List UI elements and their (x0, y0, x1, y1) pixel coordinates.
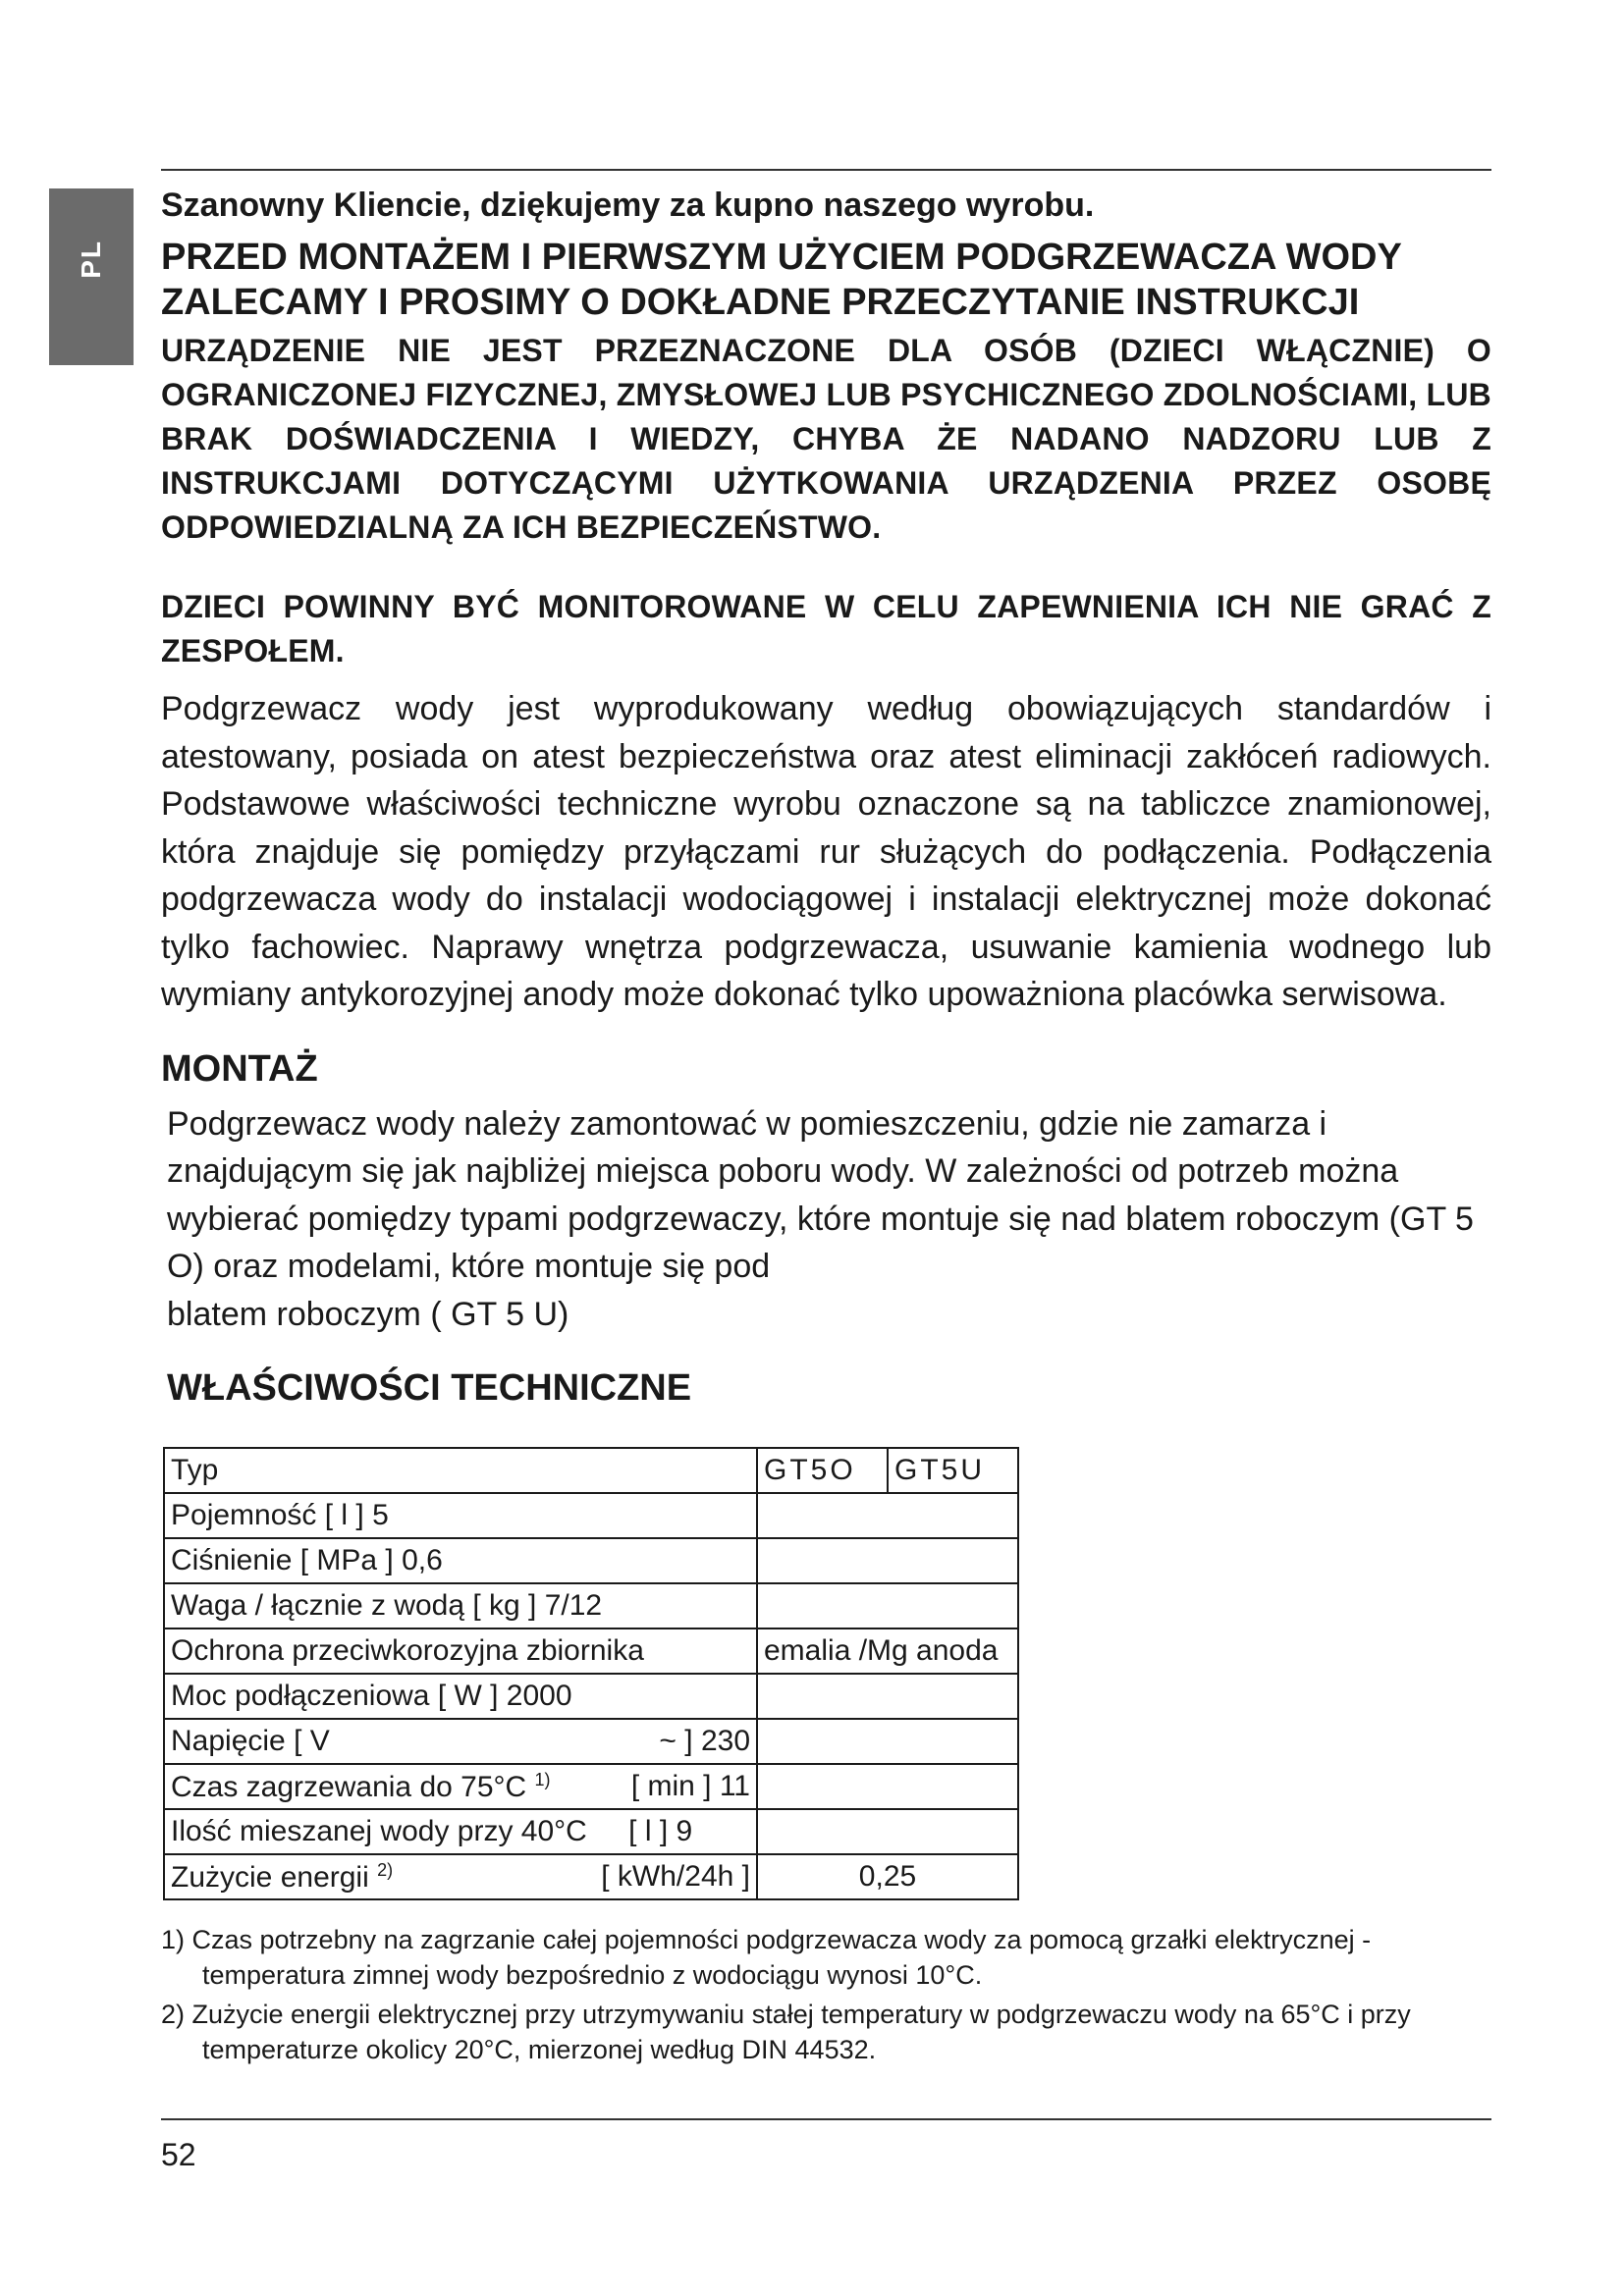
spec-value (757, 1583, 1018, 1629)
spec-label: Ilość mieszanej wody przy 40°C (171, 1815, 587, 1847)
footnote-ref: 2) (377, 1859, 394, 1880)
page-number: 52 (161, 2137, 196, 2172)
bottom-rule (161, 2118, 1491, 2120)
spec-unit: ~ ] 230 (659, 1725, 750, 1757)
spec-value (757, 1719, 1018, 1764)
spec-label: Ciśnienie [ MPa ] 0,6 (164, 1538, 757, 1583)
spec-table (163, 1447, 1019, 1900)
spec-value: 0,25 (757, 1854, 1018, 1899)
spec-label-cell (164, 1854, 757, 1899)
safety-notice: URZĄDZENIE NIE JEST PRZEZNACZONE DLA OSÓB (DZIECI WŁĄCZNIE) O OGRANICZONEJ FIZYCZNEJ, ZMYSŁOWEJ LUB PSYCHICZNEGO ZDOLNOŚCIAMI, LUB BRAK DOŚWIADCZENIA I WIEDZY, CHYBA ŻE NADANO NADZORU LUB Z INSTRUKCJAMI DOTYCZĄCYMI UŻYTKOWANIA URZĄDZENIA PRZEZ OSOBĘ ODPOWIEDZIALNĄ ZA ICH BEZPIECZEŃSTWO. (161, 333, 1491, 545)
children-notice: DZIECI POWINNY BYĆ MONITOROWANE W CELU ZAPEWNIENIA ICH NIE GRAĆ Z ZESPOŁEM. (161, 589, 1491, 668)
warning-title: PRZED MONTAŻEM I PIERWSZYM UŻYCIEM PODGRZEWACZA WODY ZALECAMY I PROSIMY O DOKŁADNE PRZECZYTANIE INSTRUKCJI (161, 237, 1402, 323)
spec-value (757, 1493, 1018, 1538)
spec-header-model-1: GT5O (757, 1448, 888, 1493)
top-rule (161, 169, 1491, 171)
spec-unit: [ l ] 9 (628, 1815, 693, 1847)
spec-row (164, 1719, 1018, 1764)
page-content (161, 187, 1491, 2071)
intro-paragraph: Podgrzewacz wody jest wyprodukowany według obowiązujących standardów i atestowany, posiada on atest bezpieczeństwa oraz atest eliminacji zakłóceń radiowych. Podstawowe właściwości techniczne wyrobu oznaczone są na tabliczce znamionowej, która znajduje się pomiędzy przyłączami rur służących do podłączenia. Podłączenia podgrzewacza wody do instalacji wodociągowej i instalacji elektrycznej może dokonać tylko fachowiec. Naprawy wnętrza podgrzewacza, usuwanie kamienia wodnego lub wymiany antykorozyjnej anody może dokonać tylko upoważniona placówka serwisowa. (161, 690, 1491, 1013)
spec-value (757, 1809, 1018, 1854)
spec-row (164, 1764, 1018, 1809)
montaz-heading: MONTAŻ (161, 1047, 318, 1090)
spec-label: Pojemność [ l ] 5 (164, 1493, 757, 1538)
spec-label-cell (164, 1764, 757, 1809)
spec-label: Napięcie [ V (171, 1725, 330, 1757)
spec-header-label: Typ (164, 1448, 757, 1493)
footnote: 2) Zużycie energii elektrycznej przy utrzymywaniu stałej temperatury w podgrzewaczu wody na 65°C i przy temperaturze okolicy 20°C, mierzonej według DIN 44532. (161, 2000, 1411, 2064)
language-tab (49, 188, 134, 365)
montaz-paragraph (161, 1100, 1491, 1339)
spec-row (164, 1583, 1018, 1629)
spec-value (757, 1538, 1018, 1583)
footnote-ref: 1) (534, 1769, 551, 1789)
footnotes (161, 1922, 1491, 2067)
spec-label: Waga / łącznie z wodą [ kg ] 7/12 (164, 1583, 757, 1629)
footnote: 1) Czas potrzebny na zagrzanie całej pojemności podgrzewacza wody za pomocą grzałki elektrycznej - temperatura zimnej wody bezpośrednio z wodociągu wynosi 10°C. (161, 1925, 1372, 1990)
spec-label: Moc podłączeniowa [ W ] 2000 (164, 1674, 757, 1719)
montaz-text-end: blatem roboczym ( GT 5 U) (167, 1295, 569, 1333)
spec-header-row (164, 1448, 1018, 1493)
language-tab-label: PL (76, 240, 106, 279)
spec-label-cell (164, 1719, 757, 1764)
spec-label-cell (164, 1809, 757, 1854)
spec-label: Zużycie energii (171, 1860, 369, 1894)
spec-row (164, 1854, 1018, 1899)
spec-row (164, 1809, 1018, 1854)
spec-row (164, 1493, 1018, 1538)
spec-row (164, 1629, 1018, 1674)
spec-header-model-2: GT5U (888, 1448, 1018, 1493)
spec-unit: [ kWh/24h ] (601, 1859, 750, 1893)
spec-value (757, 1764, 1018, 1809)
spec-label: Ochrona przeciwkorozyjna zbiornika (164, 1629, 757, 1674)
spec-row (164, 1538, 1018, 1583)
spec-label: Czas zagrzewania do 75°C (171, 1770, 527, 1803)
spec-value (757, 1674, 1018, 1719)
spec-unit: [ min ] 11 (630, 1769, 750, 1802)
greeting: Szanowny Kliencie, dziękujemy za kupno naszego wyrobu. (161, 187, 1095, 224)
tech-heading: WŁAŚCIWOŚCI TECHNICZNE (167, 1367, 692, 1409)
montaz-text-main: Podgrzewacz wody należy zamontować w pomieszczeniu, gdzie nie zamarza i znajdującym się jak najbliżej miejsca poboru wody. W zależności od potrzeb można wybierać pomiędzy typami podgrzewaczy, które montuje się nad blatem roboczym (GT 5 O) oraz modelami, które montuje się pod (167, 1104, 1474, 1285)
spec-row (164, 1674, 1018, 1719)
spec-value: emalia /Mg anoda (757, 1629, 1018, 1674)
